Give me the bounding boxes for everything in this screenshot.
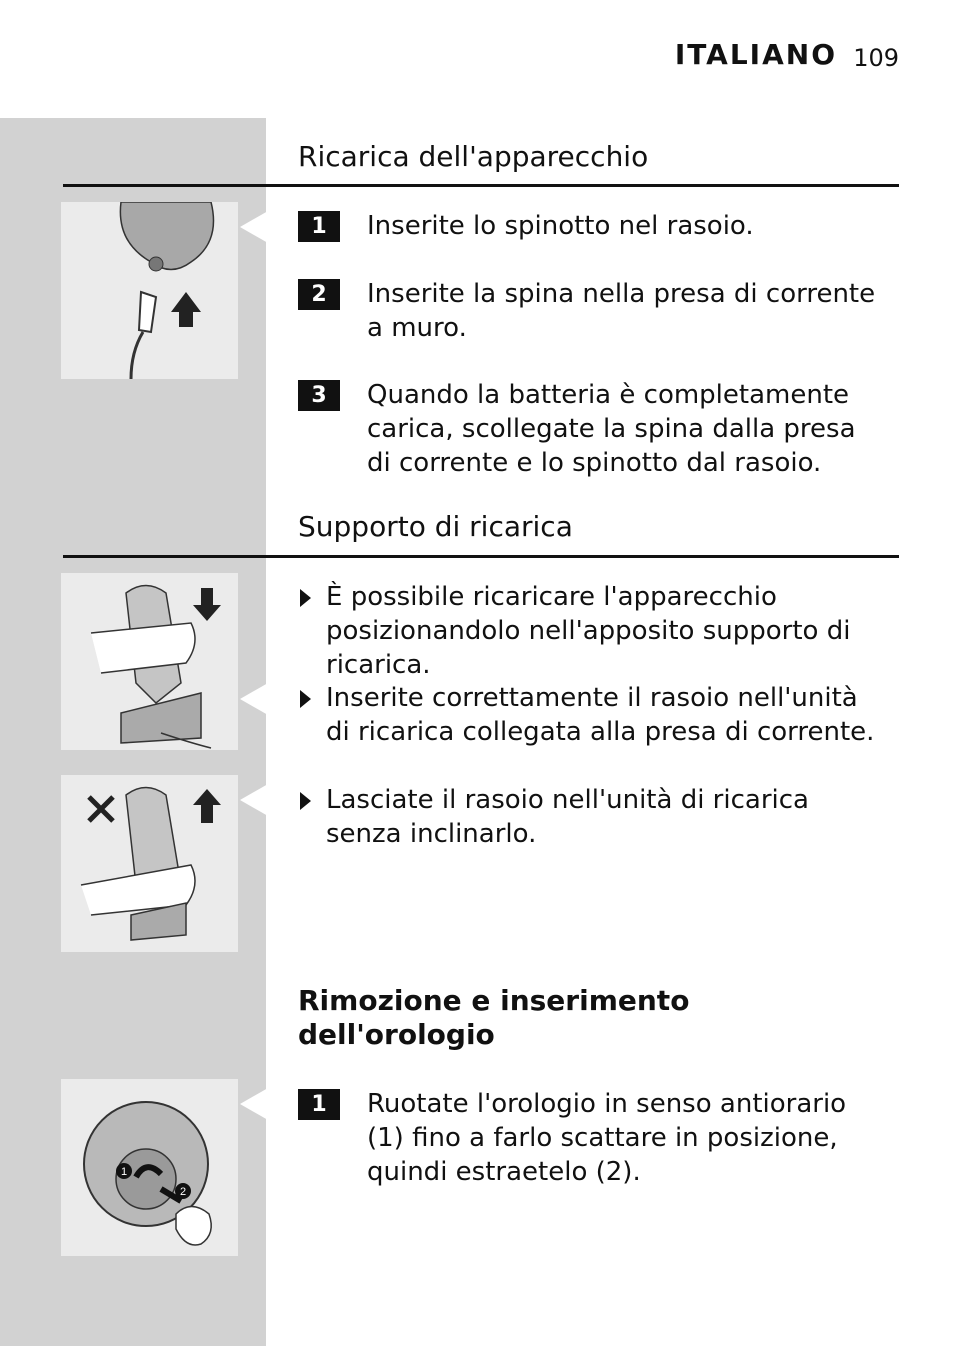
illustration-clock-removal: [61, 1079, 238, 1256]
bullet-marker: [300, 690, 311, 708]
step-text: Inserite la spina nella presa di corrente a muro.: [367, 279, 876, 343]
illustration-pointer: [240, 683, 268, 715]
step-number: 1: [298, 1089, 340, 1120]
language-label: ITALIANO: [674, 38, 837, 71]
illustration-pointer: [240, 211, 268, 243]
section-rule: [63, 555, 899, 558]
illustration-pointer: [240, 784, 268, 816]
illustration-no-tilt: [61, 775, 238, 952]
marker-2: 2: [179, 1186, 187, 1198]
bullet-text: Inserite correttamente il rasoio nell'unità di ricarica collegata alla presa di corrente.: [326, 683, 875, 747]
marker-1: 1: [120, 1166, 128, 1178]
page-number: 109: [853, 44, 899, 72]
illustration-pointer: [240, 1088, 268, 1120]
step-number: 3: [298, 380, 340, 411]
section-title-stand: Supporto di ricarica: [298, 510, 573, 543]
bullet-marker: [300, 792, 311, 810]
illustration-shaver-stand: [61, 573, 238, 750]
section-rule: [63, 184, 899, 187]
step-text: Quando la batteria è completamente carica, scollegate la spina dalla presa di corrente e lo spinotto dal rasoio.: [367, 380, 856, 478]
bullet-text: Lasciate il rasoio nell'unità di ricarica senza inclinarlo.: [326, 785, 809, 849]
step-text: Ruotate l'orologio in senso antiorario (1) fino a farlo scattare in posizione, quindi estraetelo (2).: [367, 1089, 847, 1187]
section-title-clock: Rimozione e inserimento dell'orologio: [298, 984, 690, 1051]
step-number: 1: [298, 211, 340, 242]
bullet-text: È possibile ricaricare l'apparecchio posizionandolo nell'apposito supporto di ricarica.: [326, 582, 851, 680]
bullet-marker: [300, 589, 311, 607]
section-title-charging: Ricarica dell'apparecchio: [298, 140, 649, 173]
step-number: 2: [298, 279, 340, 310]
step-text: Inserite lo spinotto nel rasoio.: [367, 211, 754, 241]
illustration-plug-shaver: [61, 202, 238, 379]
